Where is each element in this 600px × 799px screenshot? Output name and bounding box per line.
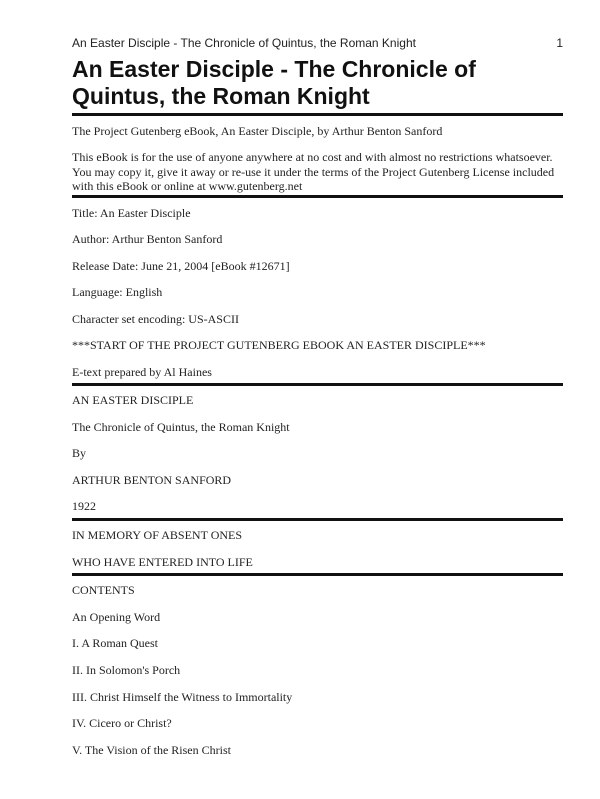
contents-item: III. Christ Himself the Witness to Immortality (72, 690, 293, 704)
meta-release-date: Release Date: June 21, 2004 [eBook #12671] (72, 259, 290, 273)
prepared-by: E-text prepared by Al Haines (72, 365, 212, 379)
running-title: An Easter Disciple - The Chronicle of Quintus, the Roman Knight (72, 36, 416, 50)
running-header (72, 36, 563, 50)
license-paragraph: This eBook is for the use of anyone anywhere at no cost and with almost no restrictions whatsoever. You may copy it, give it away or re-use it under the terms of the Project Gutenberg License included with this eBook or online at www.gutenberg.net (72, 150, 555, 193)
book-heading: AN EASTER DISCIPLE (72, 393, 194, 407)
start-marker: ***START OF THE PROJECT GUTENBERG EBOOK AN EASTER DISCIPLE*** (72, 338, 486, 352)
meta-language: Language: English (72, 285, 163, 299)
by-line: By (72, 446, 87, 460)
divider (72, 195, 563, 198)
contents-item: IV. Cicero or Christ? (72, 716, 172, 730)
book-year: 1922 (72, 499, 96, 513)
document-title: An Easter Disciple - The Chronicle of Quintus, the Roman Knight (72, 56, 476, 109)
contents-item: An Opening Word (72, 610, 161, 624)
book-subtitle: The Chronicle of Quintus, the Roman Knight (72, 420, 290, 434)
intro-line: The Project Gutenberg eBook, An Easter Disciple, by Arthur Benton Sanford (72, 124, 443, 138)
divider (72, 518, 563, 521)
divider (72, 573, 563, 576)
book-author: ARTHUR BENTON SANFORD (72, 473, 232, 487)
meta-author: Author: Arthur Benton Sanford (72, 232, 223, 246)
divider (72, 113, 563, 116)
page-number: 1 (556, 36, 563, 50)
contents-item: II. In Solomon's Porch (72, 663, 181, 677)
meta-encoding: Character set encoding: US-ASCII (72, 312, 239, 326)
divider (72, 383, 563, 386)
meta-title: Title: An Easter Disciple (72, 206, 191, 220)
dedication-line-2: WHO HAVE ENTERED INTO LIFE (72, 555, 253, 569)
dedication-line-1: IN MEMORY OF ABSENT ONES (72, 528, 243, 542)
contents-heading: CONTENTS (72, 583, 135, 597)
contents-item: I. A Roman Quest (72, 636, 158, 650)
contents-item: V. The Vision of the Risen Christ (72, 743, 231, 757)
